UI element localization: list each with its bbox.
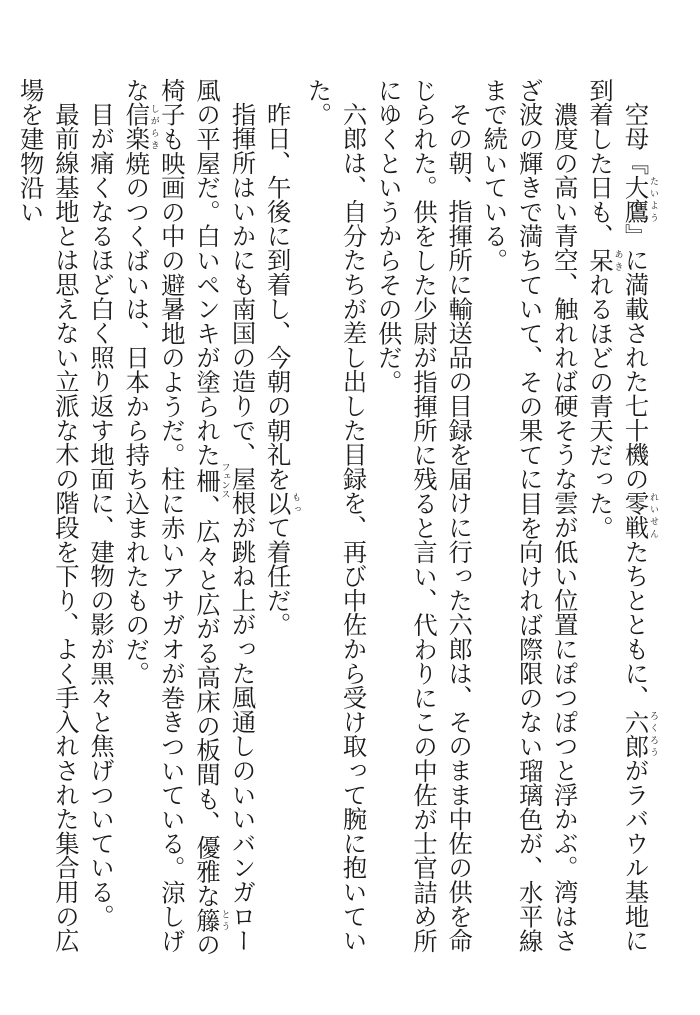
ruby-base: 以 [262,491,292,516]
text-run: その朝、指揮所に輸送品の目録を届けに行った六郎は、そのまま中佐の供を命じられた。供をした少尉が指揮所に残ると言い、代わりにこの中佐が士官詰め所にゆくというからその供だ。 [373,78,474,953]
paragraph [476,78,582,968]
paragraph [12,78,82,968]
text-run: 濃度の高い青空、触れれば硬そうな雲が低い位置にぽつぽつと浮かぶ。湾はさざ波の輝きで満ちていて、その果てに目を向ければ際限のない瑠璃色が、水平線まで続いている。 [479,78,579,953]
furigana: ろくろう [648,709,658,759]
text-run: 空母『 [620,102,650,176]
ruby-base: 零戦 [620,491,650,540]
furigana: れいせん [648,491,658,540]
text-run: がラバウル基地に到着した日も、 [585,78,650,953]
ruby-annotation [262,491,301,516]
text-run: 、広々と広がる高床の板間も、優雅な [191,494,221,908]
ruby-annotation [585,248,623,273]
text-run: 六郎は、自分たちが差し出した目録を、再び中佐から受け取って腕に抱いていた。 [303,78,368,953]
text-run: れるほどの青天だった。 [585,272,614,540]
text-run: て着任だ。 [262,515,292,637]
text-run: 指揮所はいかにも南国の造りで、屋根が跳ね上がった風通しのいいバンガロー風の平屋だ。白いペンキが塗られた [191,78,257,953]
ruby-annotation [191,462,230,499]
furigana: たいよう [648,175,658,224]
ruby-annotation [191,907,230,933]
paragraph [582,78,658,968]
text-run: 最前線基地とは思えない立派な木の階段を下り、よく手入れされた集合用の広場を建物沿い [15,78,80,953]
paragraph [371,78,477,968]
paragraph [259,78,300,968]
text-run: 焼のつくばいは、日本から持ち込まれたものだ。 [121,150,151,686]
ruby-base: 大鷹 [620,175,650,224]
furigana: あき [612,248,623,273]
furigana: フェンス [219,462,230,499]
ruby-base: 柵 [191,462,221,499]
ruby-base: 呆 [585,248,614,273]
text-run: の椅子も映画の中の避暑地のようだ。柱に赤いアサガオが巻きついている。涼しげな [121,78,221,957]
furigana: もっ [290,491,301,516]
text-run: 昨日、午後に到着し、今朝の朝礼を [262,102,292,492]
ruby-annotation [620,175,658,224]
furigana: とう [219,907,230,933]
text-run: 目が痛くなるほど白く照り返す地面に、建物の影が黒々と焦げついている。 [86,102,116,929]
ruby-base: 籐 [191,907,221,933]
ruby-base: 六郎 [620,709,650,759]
ruby-base: 信楽 [121,102,151,151]
paragraph [83,78,118,968]
vertical-text-body [12,78,658,968]
paragraph [300,78,370,968]
paragraph [118,78,259,968]
text-run: たちとともに、 [620,539,650,710]
ruby-annotation [620,709,658,759]
text-run: 』に満載された七十機の [620,223,650,492]
ruby-annotation [121,102,159,151]
furigana: しがらき [148,102,159,151]
ruby-annotation [620,491,658,540]
